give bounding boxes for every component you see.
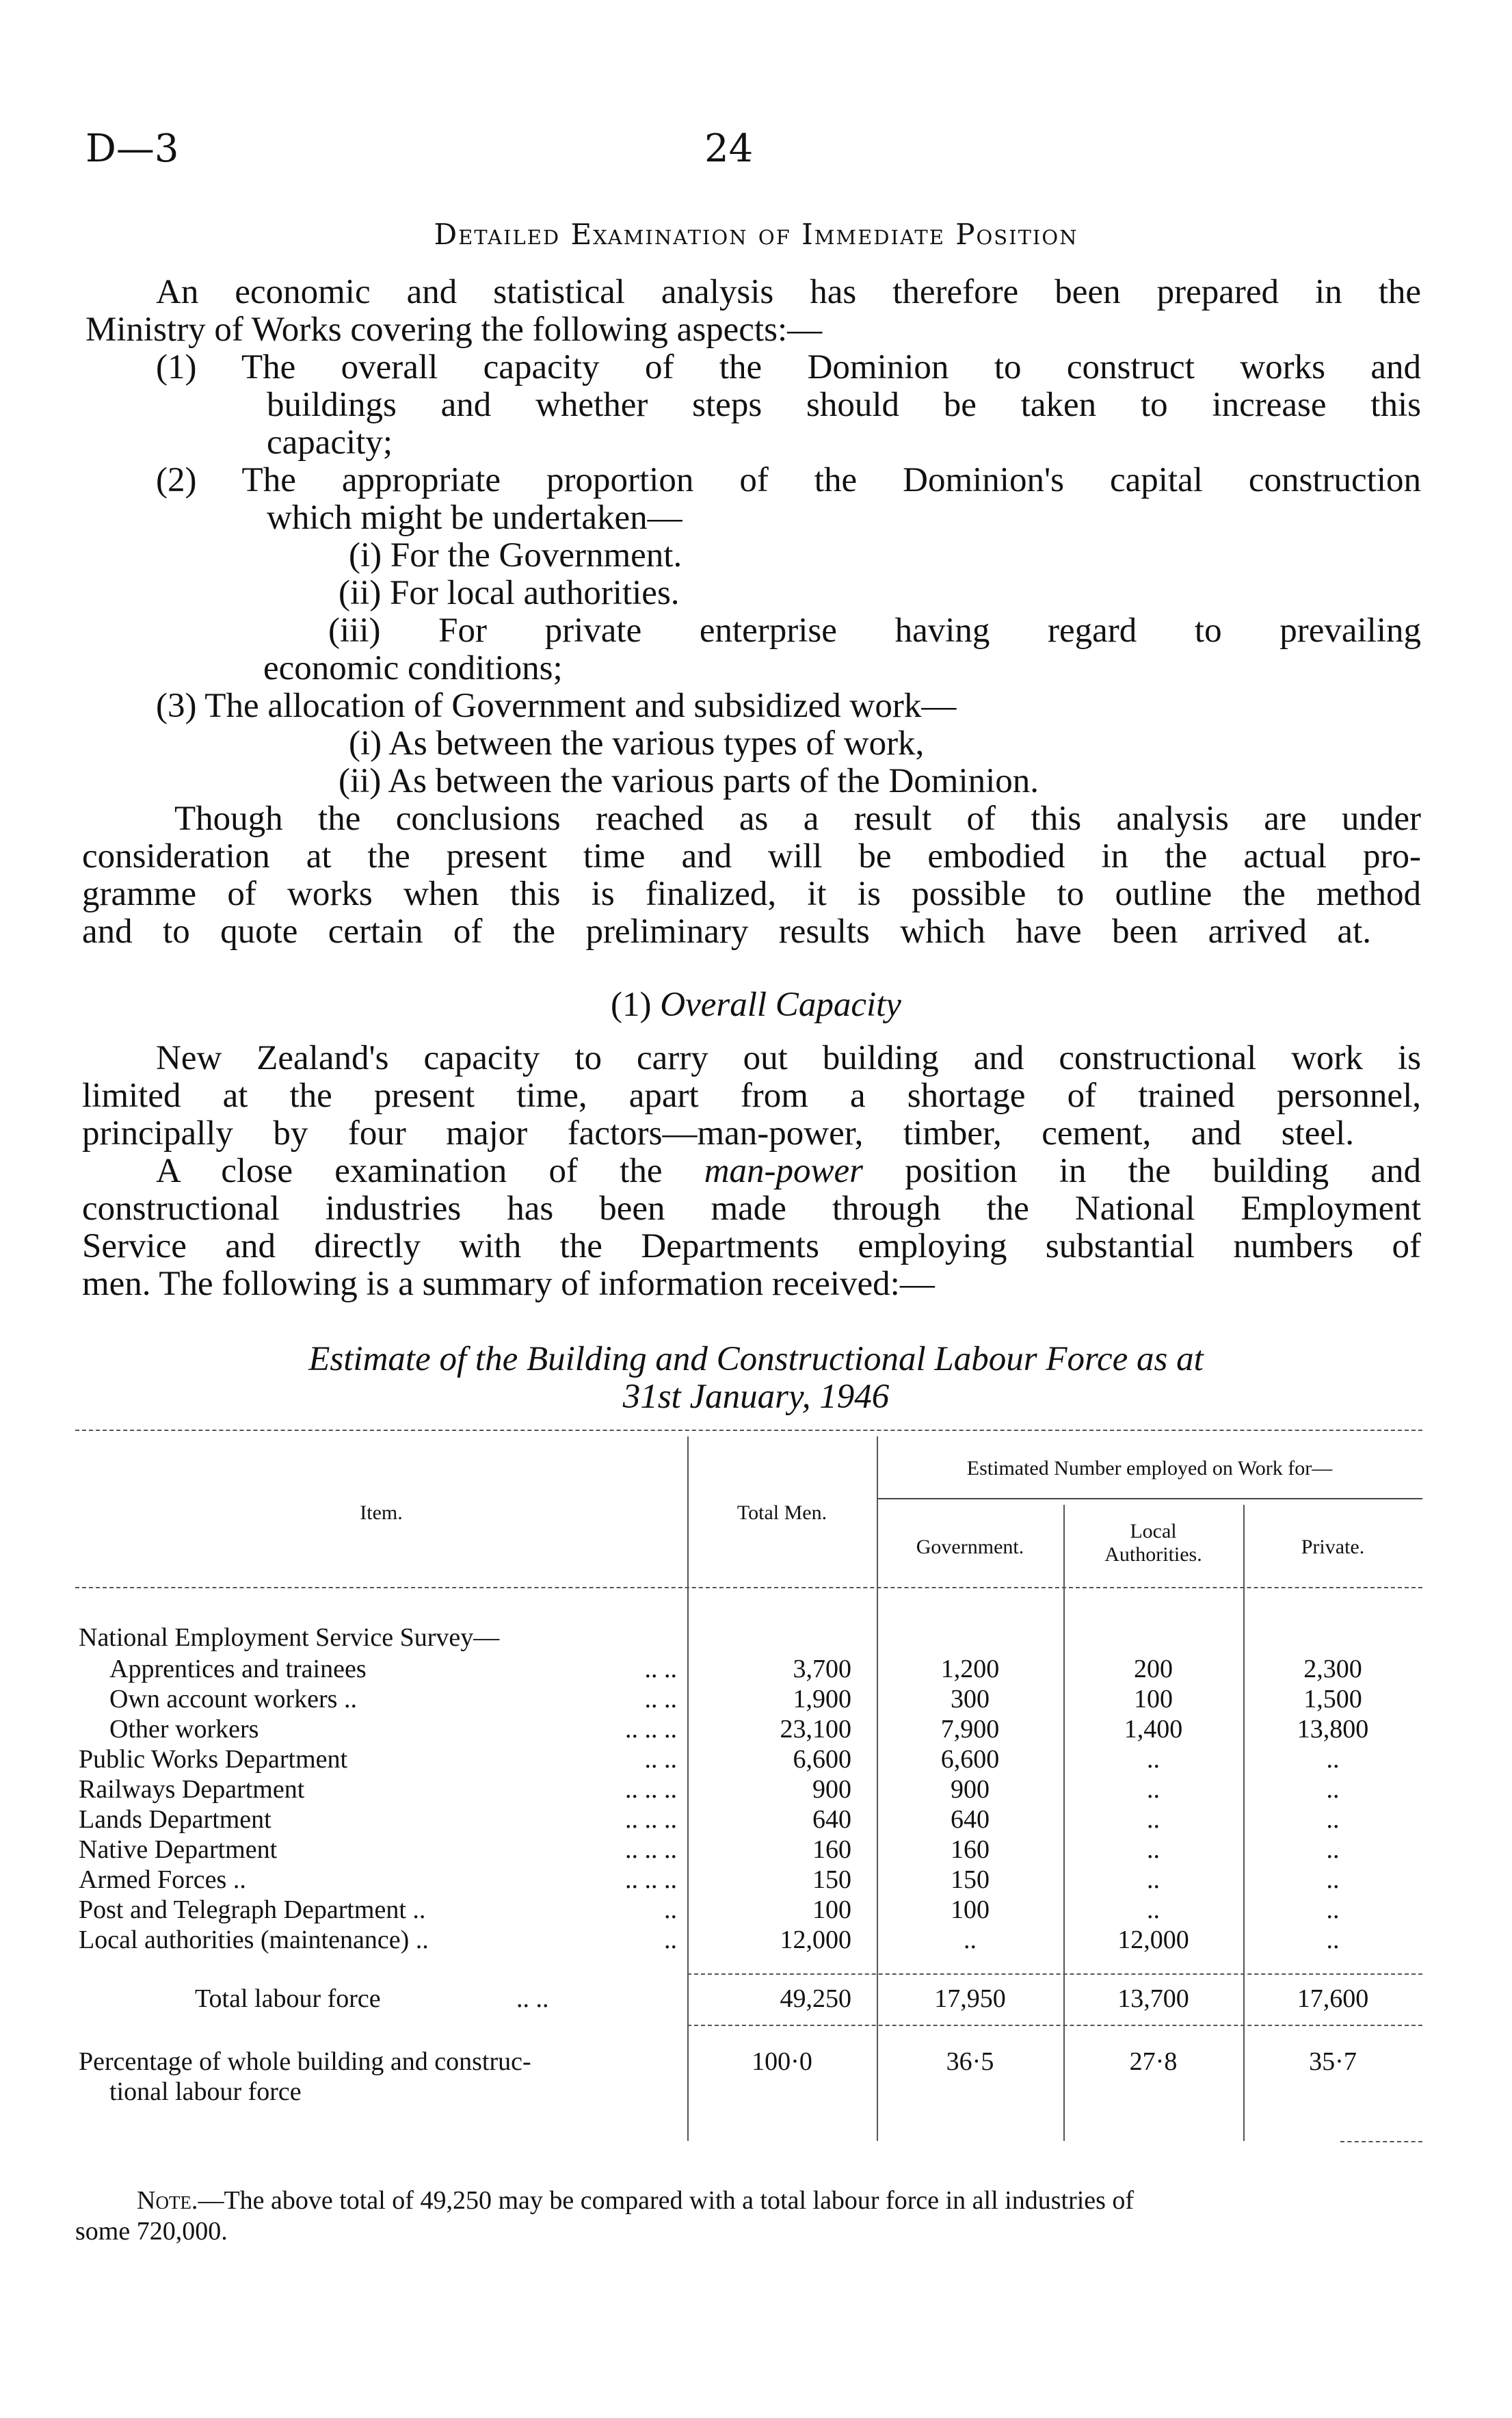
row-leader: .. .. .. <box>625 1835 677 1864</box>
row-total: 160 <box>812 1835 851 1864</box>
row-government: 7,900 <box>940 1715 1000 1744</box>
manpower-emphasis: man-power <box>704 1152 864 1190</box>
subsection-number: (1) <box>611 986 652 1024</box>
total-row-private: 17,600 <box>1297 1984 1369 2013</box>
row-item: Railways Department <box>79 1775 305 1804</box>
manpower-line-1-pre: A close examination of the <box>156 1152 704 1190</box>
row-private: .. <box>1326 1926 1340 1954</box>
col-header-local-2: Authorities. <box>1104 1543 1202 1566</box>
row-government: 640 <box>951 1805 990 1834</box>
row-total: 1,900 <box>793 1685 851 1713</box>
row-local: 200 <box>1134 1655 1173 1683</box>
row-local: .. <box>1147 1865 1160 1894</box>
intro-line-2: Ministry of Works covering the following aspects:— <box>85 311 823 349</box>
row-total: 100 <box>812 1895 851 1924</box>
subsection-title: Overall Capacity <box>660 986 901 1024</box>
aspect-1-line-1: (1) The overall capacity of the Dominion to construct works and <box>156 348 1421 386</box>
row-leader: .. <box>664 1926 677 1954</box>
row-private: .. <box>1326 1865 1340 1894</box>
aspect-3-line-1: (3) The allocation of Government and subsidized work— <box>156 687 957 725</box>
manpower-line-2: constructional industries has been made through the National Employment <box>82 1190 1421 1228</box>
col-header-private: Private. <box>1301 1536 1365 1558</box>
row-total: 12,000 <box>780 1926 851 1954</box>
percentage-row-total: 100·0 <box>752 2047 812 2076</box>
row-private: .. <box>1326 1775 1340 1804</box>
row-private: 13,800 <box>1297 1715 1369 1744</box>
table-title-line-2: 31st January, 1946 <box>622 1378 890 1416</box>
row-leader: .. .. <box>644 1655 677 1683</box>
row-total: 900 <box>812 1775 851 1804</box>
total-row-total: 49,250 <box>780 1984 851 2013</box>
row-government: 160 <box>951 1835 990 1864</box>
row-total: 640 <box>812 1805 851 1834</box>
aspect-2-sub-3: (iii) For private enterprise having regard to prevailing <box>328 612 1421 650</box>
col-header-government: Government. <box>916 1536 1024 1558</box>
row-item: Armed Forces .. <box>79 1865 246 1894</box>
col-header-local-1: Local <box>1130 1520 1177 1542</box>
row-government: 100 <box>951 1895 990 1924</box>
table-end-rule <box>1340 2141 1422 2142</box>
row-total: 23,100 <box>780 1715 851 1744</box>
aspect-2-sub-1: (i) For the Government. <box>349 536 682 575</box>
table-title-line-1: Estimate of the Building and Constructional Labour Force as at <box>308 1340 1204 1378</box>
aspect-1-line-2: buildings and whether steps should be taken to increase this <box>267 386 1421 424</box>
row-private: .. <box>1326 1895 1340 1924</box>
manpower-line-1-post: position in the building and <box>863 1152 1421 1190</box>
row-government: .. <box>964 1926 977 1954</box>
note-label: Note. <box>137 2186 198 2215</box>
row-leader: .. <box>664 1895 677 1924</box>
section-code: D—3 <box>85 127 179 171</box>
row-private: .. <box>1326 1835 1340 1864</box>
total-row-government: 17,950 <box>934 1984 1006 2013</box>
row-local: .. <box>1147 1775 1160 1804</box>
row-item: Apprentices and trainees <box>109 1655 367 1683</box>
row-item: Post and Telegraph Department .. <box>79 1895 426 1924</box>
survey-heading: National Employment Service Survey— <box>79 1623 500 1652</box>
percentage-row-item-2: tional labour force <box>109 2077 302 2106</box>
conclusion-line-1: Though the conclusions reached as a result of this analysis are under <box>174 800 1421 838</box>
note-text: —The above total of 49,250 may be compared with a total labour force in all industries of <box>198 2186 1135 2215</box>
row-government: 150 <box>951 1865 990 1894</box>
note-line-1 <box>137 2185 1134 2216</box>
row-item: Native Department <box>79 1835 278 1864</box>
row-total: 3,700 <box>793 1655 851 1683</box>
aspect-3-sub-1: (i) As between the various types of work, <box>349 724 925 763</box>
row-leader: .. .. .. <box>625 1775 677 1804</box>
row-government: 1,200 <box>940 1655 1000 1683</box>
group-header-rule <box>877 1498 1422 1499</box>
manpower-line-3: Service and directly with the Departments employing substantial numbers of <box>82 1227 1421 1265</box>
subsection-heading <box>0 985 1512 1025</box>
manpower-line-4: men. The following is a summary of information received:— <box>82 1265 935 1303</box>
conclusion-line-3: gramme of works when this is finalized, it is possible to outline the method <box>82 875 1421 913</box>
row-local: .. <box>1147 1805 1160 1834</box>
row-local: .. <box>1147 1745 1160 1774</box>
row-local: 12,000 <box>1117 1926 1189 1954</box>
capacity-line-3: principally by four major factors—man-power, timber, cement, and steel. <box>82 1114 1354 1153</box>
row-item: Local authorities (maintenance) .. <box>79 1926 429 1954</box>
row-local: .. <box>1147 1895 1160 1924</box>
row-item: Other workers <box>109 1715 259 1744</box>
aspect-1-line-3: capacity; <box>267 423 393 462</box>
row-leader: .. .. .. <box>625 1805 677 1834</box>
row-government: 300 <box>951 1685 990 1713</box>
row-total: 150 <box>812 1865 851 1894</box>
aspect-2-line-2: which might be undertaken— <box>267 499 682 537</box>
row-item: Lands Department <box>79 1805 271 1834</box>
aspect-2-line-1: (2) The appropriate proportion of the Dominion's capital construction <box>156 461 1421 499</box>
row-local: .. <box>1147 1835 1160 1864</box>
row-leader: .. .. .. <box>625 1865 677 1894</box>
aspect-2-sub-2: (ii) For local authorities. <box>339 574 680 612</box>
row-private: 1,500 <box>1303 1685 1362 1713</box>
row-private: 2,300 <box>1303 1655 1362 1683</box>
row-item: Public Works Department <box>79 1745 348 1774</box>
section-title: Detailed Examination of Immediate Position <box>434 218 1078 251</box>
row-item: Own account workers .. <box>109 1685 357 1713</box>
col-header-item: Item. <box>360 1501 403 1524</box>
percentage-row-government: 36·5 <box>946 2047 994 2076</box>
row-leader: .. .. <box>644 1745 677 1774</box>
total-row-item: Total labour force <box>195 1984 381 2013</box>
col-header-group: Estimated Number employed on Work for— <box>966 1457 1333 1480</box>
capacity-line-2: limited at the present time, apart from a shortage of trained personnel, <box>82 1077 1421 1115</box>
conclusion-line-2: consideration at the present time and will be embodied in the actual pro- <box>82 837 1421 876</box>
percentage-row-local: 27·8 <box>1129 2047 1178 2076</box>
row-leader: .. .. .. <box>625 1715 677 1744</box>
percentage-row-item-1: Percentage of whole building and construc- <box>79 2047 531 2076</box>
conclusion-line-4: and to quote certain of the preliminary results which have been arrived at. <box>82 912 1371 951</box>
row-government: 900 <box>951 1775 990 1804</box>
row-local: 100 <box>1134 1685 1173 1713</box>
manpower-line-1 <box>156 1153 1421 1190</box>
header-bottom-rule <box>75 1587 1422 1588</box>
aspect-2-sub-3-cont: economic conditions; <box>263 649 563 687</box>
note-line-2: some 720,000. <box>75 2217 228 2246</box>
total-top-rule <box>687 1973 1422 1975</box>
total-bottom-rule <box>687 2025 1422 2026</box>
row-total: 6,600 <box>793 1745 851 1774</box>
percentage-row-private: 35·7 <box>1309 2047 1357 2076</box>
row-private: .. <box>1326 1805 1340 1834</box>
total-row-local: 13,700 <box>1117 1984 1189 2013</box>
total-row-leader: .. .. <box>516 1984 549 2013</box>
capacity-line-1: New Zealand's capacity to carry out building and constructional work is <box>156 1039 1421 1077</box>
row-government: 6,600 <box>940 1745 1000 1774</box>
table-top-rule <box>75 1430 1422 1431</box>
row-local: 1,400 <box>1124 1715 1183 1744</box>
aspect-3-sub-2: (ii) As between the various parts of the Dominion. <box>339 762 1039 800</box>
intro-line-1: An economic and statistical analysis has therefore been prepared in the <box>156 273 1421 311</box>
row-leader: .. .. <box>644 1685 677 1713</box>
col-header-total: Total Men. <box>737 1501 827 1524</box>
page-number: 24 <box>704 127 754 171</box>
row-private: .. <box>1326 1745 1340 1774</box>
